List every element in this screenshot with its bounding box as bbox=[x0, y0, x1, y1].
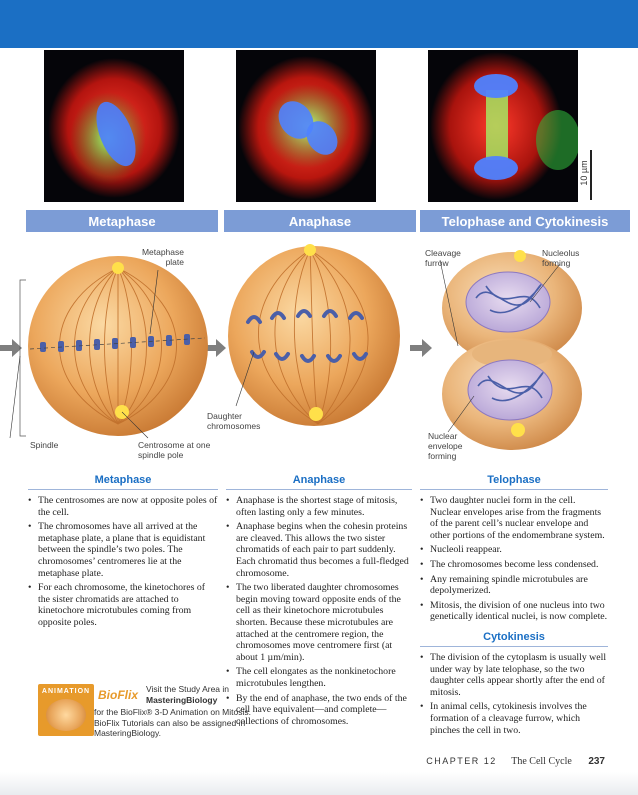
animation-description: for the BioFlix® 3-D Animation on Mitosis. BioFlix Tutorials can also be assigned in MasteringBiology. bbox=[94, 707, 251, 738]
animation-badge-label: ANIMATION bbox=[41, 688, 91, 695]
page-number: 237 bbox=[588, 756, 605, 767]
list-item: • By the end of anaphase, the two ends of the cell have equivalent—and complete—collections of chromosomes. bbox=[226, 693, 412, 728]
scale-bar-line bbox=[590, 150, 592, 200]
label-metaphase-plate: Metaphase plate bbox=[141, 247, 184, 267]
anaphase-heading: Anaphase bbox=[226, 474, 412, 490]
list-item: • The cell elongates as the nonkinetochore microtubules lengthen. bbox=[226, 666, 412, 689]
list-item: • Anaphase is the shortest stage of mitosis, often lasting only a few minutes. bbox=[226, 495, 412, 518]
label-centrosome: Centrosome at one spindle pole bbox=[138, 440, 211, 460]
label-nuclear-envelope: Nuclear envelope forming bbox=[428, 431, 463, 461]
cytokinesis-heading: Cytokinesis bbox=[420, 631, 608, 647]
metaphase-micrograph bbox=[44, 50, 184, 202]
phase-header-metaphase: Metaphase bbox=[26, 210, 218, 232]
list-item: • The division of the cytoplasm is usually well under way by late telophase, so the two daughter cells appear shortly after the end of mitosis. bbox=[420, 652, 608, 698]
label-cleavage-furrow: Cleavage furrow bbox=[425, 248, 461, 268]
list-item: • The chromosomes have all arrived at the metaphase plate, a plane that is equidistant between the spindle’s two poles. The chromosomes’ centromeres lie at the metaphase plate. bbox=[28, 521, 218, 579]
metaphase-list bbox=[28, 495, 218, 629]
metaphase-cell bbox=[10, 256, 208, 438]
telophase-heading: Telophase bbox=[420, 474, 608, 490]
metaphase-column bbox=[28, 474, 218, 632]
cell-illustrations bbox=[0, 236, 638, 472]
label-spindle: Spindle bbox=[30, 440, 59, 450]
animation-callout[interactable] bbox=[38, 684, 251, 740]
list-item: • The chromosomes become less condensed. bbox=[420, 559, 608, 571]
animation-badge[interactable] bbox=[38, 684, 94, 736]
telophase-list bbox=[420, 495, 608, 623]
phase-header-telophase: Telophase and Cytokinesis bbox=[420, 210, 630, 232]
list-item: • For each chromosome, the kinetochores of the sister chromatids are attached to kinetochore microtubules coming from opposite poles. bbox=[28, 582, 218, 628]
telophase-column bbox=[420, 474, 608, 739]
chapter-label: CHAPTER 12 bbox=[426, 756, 497, 766]
scale-bar-label: 10 µm bbox=[579, 160, 589, 186]
bioflix-logo: BioFlix bbox=[98, 688, 139, 702]
top-color-bar bbox=[0, 0, 638, 48]
telophase-micrograph bbox=[428, 50, 578, 202]
anaphase-column bbox=[226, 474, 412, 730]
label-daughter-chromosomes: Daughter chromosomes bbox=[207, 411, 261, 431]
mastering-biology-link[interactable]: MasteringBiology bbox=[146, 694, 218, 705]
anaphase-cell bbox=[228, 244, 400, 426]
list-item: • Anaphase begins when the cohesin proteins are cleaved. This allows the two sister chromatids of each pair to part suddenly. Each chromatid thus becomes a full-fledged chromosome. bbox=[226, 521, 412, 579]
anaphase-micrograph bbox=[236, 50, 376, 202]
chapter-title: The Cell Cycle bbox=[511, 756, 572, 767]
anaphase-list bbox=[226, 495, 412, 727]
list-item: • Mitosis, the division of one nucleus into two genetically identical nuclei, is now complete. bbox=[420, 600, 608, 623]
scale-bar bbox=[578, 50, 596, 202]
list-item: • Any remaining spindle microtubules are depolymerized. bbox=[420, 574, 608, 597]
cytokinesis-list bbox=[420, 652, 608, 736]
page-footer bbox=[0, 756, 605, 767]
list-item: • Nucleoli reappear. bbox=[420, 544, 608, 556]
list-item: • Two daughter nuclei form in the cell. Nuclear envelopes arise from the fragments of the parent cell’s nuclear envelope and other portions of the endomembrane system. bbox=[420, 495, 608, 541]
cell-thumbnail-icon bbox=[46, 699, 86, 731]
list-item: • The centrosomes are now at opposite poles of the cell. bbox=[28, 495, 218, 518]
telophase-cells bbox=[440, 250, 582, 450]
phase-header-anaphase: Anaphase bbox=[224, 210, 416, 232]
label-nucleolus-forming: Nucleolus forming bbox=[542, 248, 580, 268]
list-item: • In animal cells, cytokinesis involves the formation of a cleavage furrow, which pinches the cell in two. bbox=[420, 701, 608, 736]
list-item: • The two liberated daughter chromosomes begin moving toward opposite ends of the cell as their kinetochore microtubules shorten. Because these microtubules are attached at the centromere region, the chromosomes move centromere first (at about 1 µm/min). bbox=[226, 582, 412, 663]
visit-study-area-text: Visit the Study Area in MasteringBiology bbox=[146, 684, 230, 705]
metaphase-heading: Metaphase bbox=[28, 474, 218, 490]
bottom-shade bbox=[0, 772, 638, 795]
